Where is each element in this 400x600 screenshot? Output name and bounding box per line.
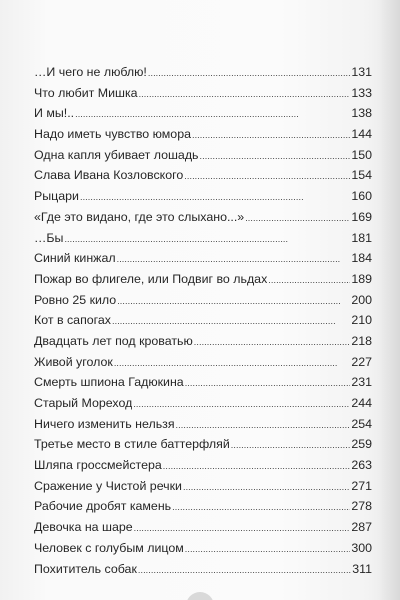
toc-entry-title: Сражение у Чистой речки (34, 478, 182, 493)
toc-entry (34, 228, 372, 249)
toc-entry-title: Одна капля убивает лошадь (34, 147, 199, 162)
toc-dot-leader (194, 331, 351, 353)
toc-entry-title: Что любит Мишка (34, 85, 138, 100)
toc-entry-title: Третье место в стиле баттерфляй (34, 437, 230, 452)
toc-dot-leader (183, 476, 350, 498)
toc-entry-title: Слава Ивана Козловского (34, 168, 184, 183)
toc-entry-page: 138 (351, 106, 372, 121)
toc-dot-leader (64, 228, 350, 250)
toc-entry (34, 165, 372, 186)
table-of-contents (34, 62, 372, 579)
toc-entry-title: Ничего изменить нельзя (34, 416, 175, 431)
toc-entry-page: 218 (351, 333, 372, 348)
toc-dot-leader (163, 455, 351, 477)
toc-entry (34, 434, 372, 455)
toc-entry-title: Надо иметь чувство юмора (34, 127, 191, 142)
toc-entry-page: 244 (351, 396, 372, 410)
toc-entry (34, 538, 372, 559)
toc-entry-page: 287 (351, 520, 372, 535)
toc-dot-leader (112, 310, 350, 332)
toc-entry (34, 476, 372, 497)
toc-entry-page: 231 (351, 375, 372, 390)
toc-entry-title: Девочка на шаре (34, 520, 133, 535)
toc-entry (34, 145, 372, 166)
page-number-folio (186, 592, 214, 600)
toc-dot-leader (192, 124, 350, 146)
toc-entry-page: 278 (351, 499, 372, 514)
toc-entry-page: 184 (351, 251, 372, 266)
toc-entry-page: 259 (351, 437, 372, 452)
toc-entry (34, 517, 372, 538)
toc-entry-page: 210 (351, 313, 372, 328)
toc-entry-title: Человек с голубым лицом (34, 540, 184, 555)
toc-entry (34, 393, 372, 414)
toc-entry-title: Рабочие дробят камень (34, 499, 172, 514)
toc-dot-leader (117, 248, 351, 270)
toc-dot-leader (133, 393, 350, 415)
toc-entry (34, 372, 372, 393)
toc-entry (34, 496, 372, 517)
toc-entry-page: 144 (351, 127, 372, 142)
toc-entry-page: 133 (351, 85, 372, 100)
toc-entry-title: «Где это видано, где это слыхано...» (34, 209, 245, 224)
toc-entry (34, 62, 372, 83)
toc-entry (34, 186, 372, 207)
toc-entry (34, 352, 372, 373)
toc-entry-title: Двадцать лет под кроватью (34, 333, 193, 348)
toc-dot-leader (185, 372, 351, 394)
toc-dot-leader (138, 559, 351, 581)
toc-entry-title: И мы!.. (34, 106, 75, 121)
toc-entry-page: 254 (351, 416, 372, 431)
toc-entry-page: 271 (351, 478, 372, 493)
toc-dot-leader (139, 83, 351, 105)
toc-entry (34, 559, 372, 580)
toc-dot-leader (134, 517, 351, 539)
toc-entry-title: Смерть шпиона Гадюкина (34, 375, 184, 390)
toc-dot-leader (268, 269, 350, 291)
toc-entry-title: Похититель собак (34, 561, 137, 576)
toc-entry (34, 248, 372, 269)
toc-dot-leader (75, 103, 350, 125)
toc-entry-page: 263 (351, 458, 372, 473)
toc-entry-title: Старый Мореход (34, 396, 133, 410)
toc-entry-title: Шляпа гроссмейстера (34, 458, 162, 473)
toc-entry-page: 181 (351, 230, 372, 245)
toc-entry-page: 300 (351, 540, 372, 555)
toc-entry-page: 311 (352, 561, 372, 576)
toc-entry-title: Пожар во флигеле, или Подвиг во льдах (34, 271, 268, 286)
toc-dot-leader (176, 414, 351, 436)
toc-entry (34, 124, 372, 145)
toc-entry (34, 290, 372, 311)
toc-entry-title: Живой уголок (34, 354, 113, 369)
toc-entry (34, 310, 372, 331)
toc-entry-title: Кот в сапогах (34, 313, 111, 328)
toc-entry (34, 331, 372, 352)
toc-entry (34, 83, 372, 104)
toc-entry (34, 414, 372, 435)
toc-entry (34, 207, 372, 228)
toc-dot-leader (148, 62, 350, 84)
toc-entry (34, 269, 372, 290)
toc-entry-title: Ровно 25 кило (34, 292, 117, 307)
toc-dot-leader (184, 165, 350, 187)
toc-dot-leader (172, 496, 350, 518)
toc-entry-page: 189 (351, 271, 372, 286)
toc-entry-title: Синий кинжал (34, 251, 116, 266)
toc-dot-leader (114, 352, 351, 374)
toc-entry-title: …И чего не люблю! (34, 65, 147, 79)
toc-dot-leader (245, 207, 350, 229)
toc-entry (34, 103, 372, 124)
toc-dot-leader (200, 145, 351, 167)
toc-entry-title: Рыцари (34, 189, 79, 204)
toc-dot-leader (185, 538, 351, 560)
toc-entry-page: 169 (351, 209, 372, 224)
toc-entry-page: 131 (351, 65, 372, 79)
toc-entry-page: 154 (351, 168, 372, 183)
toc-entry-page: 227 (351, 354, 372, 369)
running-head-bleed (50, 34, 360, 50)
toc-entry-title: …Бы (34, 230, 64, 245)
toc-dot-leader (231, 434, 351, 456)
toc-entry-page: 160 (351, 189, 372, 204)
toc-dot-leader (117, 290, 350, 312)
toc-entry (34, 455, 372, 476)
toc-entry-page: 150 (351, 147, 372, 162)
toc-entry-page: 200 (351, 292, 372, 307)
toc-dot-leader (80, 186, 350, 208)
